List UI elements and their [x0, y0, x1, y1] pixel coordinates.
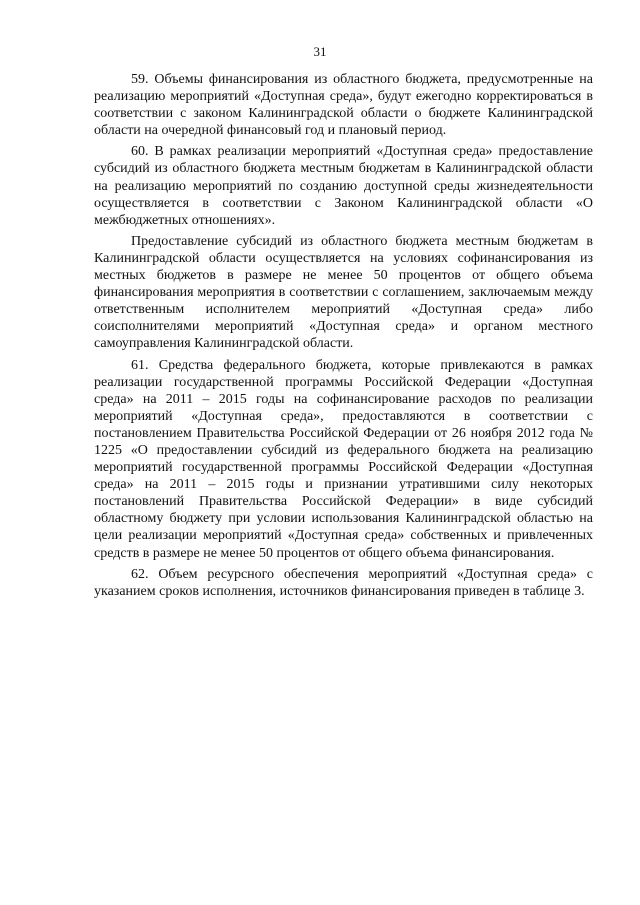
paragraph-60-continued: Предоставление субсидий из областного бюджета местным бюджетам в Калининградской области осуществляется на условиях софинансирования из местных бюджетов в размере не менее 50 процентов от общего объема финансирования мероприятия в соответствии с соглашением, заключаемым между ответственным исполнителем мероприятий «Доступная среда» либо соисполнителями мероприятий «Доступная среда» и органом местного самоуправления Калининградской области.	[94, 233, 593, 352]
paragraph-60: 60. В рамках реализации мероприятий «Доступная среда» предоставление субсидий из областного бюджета местным бюджетам в Калининградской области на реализацию мероприятий по созданию доступной среды жизнедеятельности осуществляется в соответствии с Законом Калининградской области «О межбюджетных отношениях».	[94, 144, 593, 228]
paragraph-59: 59. Объемы финансирования из областного бюджета, предусмотренные на реализацию мероприятий «Доступная среда», будут ежегодно корректироваться в соответствии с законом Калининградской области о бюджете Калининградской области на очередной финансовый год и плановый период.	[94, 72, 593, 139]
document-body	[94, 71, 593, 604]
paragraph-62: 62. Объем ресурсного обеспечения мероприятий «Доступная среда» с указанием сроков исполнения, источников финансирования приведен в таблице 3.	[94, 566, 593, 599]
page-number: 31	[313, 44, 327, 59]
paragraph-61: 61. Средства федерального бюджета, которые привлекаются в рамках реализации государственной программы Российской Федерации «Доступная среда» на 2011 – 2015 годы на софинансирование расходов по реализации мероприятий «Доступная среда», предоставляются в соответствии с постановлением Правительства Российской Федерации от 26 ноября 2012 года № 1225 «О предоставлении субсидий из федерального бюджета на реализацию мероприятий государственной программы Российской Федерации «Доступная среда» на 2011 – 2015 годы и признании утратившими силу некоторых постановлений Правительства Российской Федерации» в виде субсидий областному бюджету при условии использования Калининградской областью на цели реализации мероприятий «Доступная среда» собственных и привлеченных средств в размере не менее 50 процентов от общего объема финансирования.	[94, 357, 593, 561]
